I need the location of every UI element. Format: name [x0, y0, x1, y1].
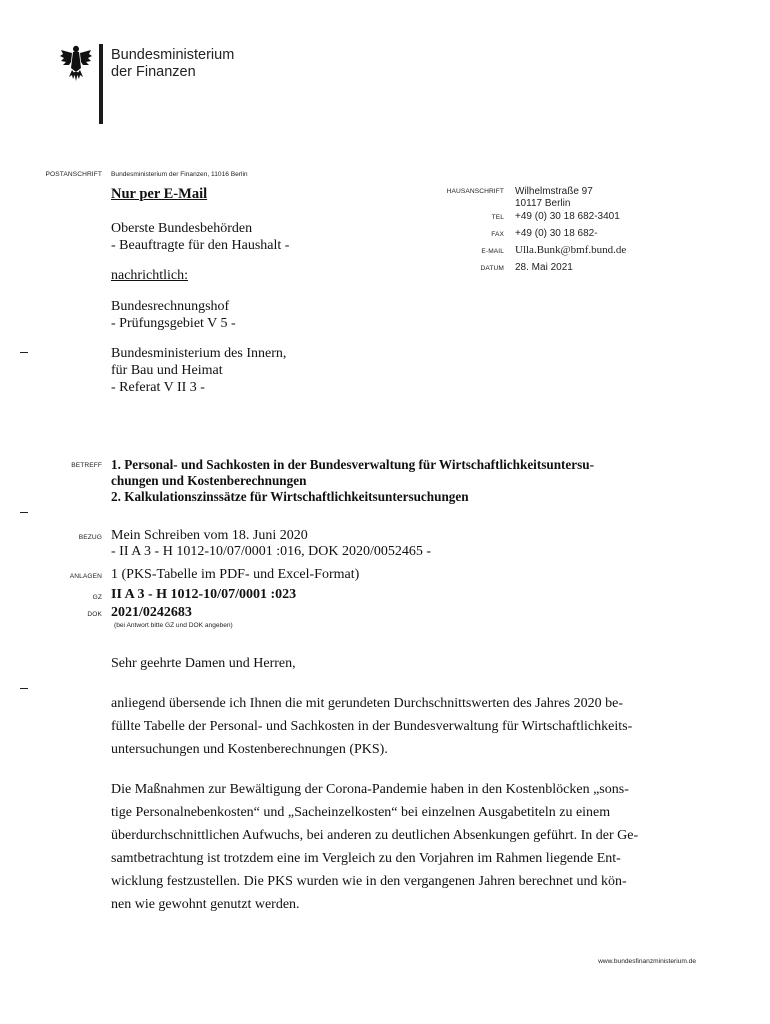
- postal-address: Bundesministerium der Finanzen, 11016 Berlin: [111, 171, 248, 178]
- recipient-cc-2: [111, 345, 286, 396]
- recipient-line: Bundesrechnungshof: [111, 299, 230, 314]
- address-label: HAUSANSCHRIFT: [446, 188, 504, 195]
- paragraph-line: Die Maßnahmen zur Bewältigung der Corona-Pandemie haben in den Kostenblöcken „sons-: [111, 782, 629, 797]
- recipient-line: - Referat V II 3 -: [111, 380, 205, 395]
- subject-line: 1. Personal- und Sachkosten in der Bundesverwaltung für Wirtschaftlichkeitsuntersu-: [111, 457, 594, 472]
- ministry-name: [111, 47, 234, 81]
- email-address[interactable]: Ulla.Bunk@bmf.bund.de: [515, 244, 627, 256]
- fax-label: FAX: [491, 231, 504, 238]
- paragraph-line: anliegend übersende ich Ihnen die mit gerundeten Durchschnittswerten des Jahres 2020 be-: [111, 696, 623, 711]
- subject: [111, 457, 711, 505]
- dok-label: DOK: [87, 611, 102, 618]
- fold-mark: [20, 512, 28, 513]
- recipient-line: - Prüfungsgebiet V 5 -: [111, 316, 236, 331]
- reference-line: Mein Schreiben vom 18. Juni 2020: [111, 528, 308, 543]
- tel-number: +49 (0) 30 18 682-3401: [515, 211, 620, 222]
- subject-line: 2. Kalkulationszinssätze für Wirtschaftlichkeitsuntersuchungen: [111, 489, 469, 504]
- postal-address-label: POSTANSCHRIFT: [45, 171, 102, 178]
- letter-date: 28. Mai 2021: [515, 262, 573, 273]
- attachments-label: ANLAGEN: [69, 573, 102, 580]
- ministry-name-line: Bundesministerium: [111, 47, 235, 63]
- body-paragraph-2: [111, 778, 701, 916]
- gz-label: GZ: [92, 594, 102, 601]
- address-line: Wilhelmstraße 97: [515, 186, 593, 197]
- paragraph-line: tige Personalnebenkosten“ und „Sacheinzelkosten“ bei einzelnen Ausgabetiteln zu einem: [111, 805, 611, 820]
- fax-number: +49 (0) 30 18 682-: [515, 228, 598, 239]
- date-label: DATUM: [480, 265, 504, 272]
- gz-number: II A 3 - H 1012-10/07/0001 :023: [111, 587, 297, 602]
- paragraph-line: untersuchungen und Kostenberechnungen (PKS).: [111, 742, 388, 757]
- body-paragraph-1: [111, 692, 701, 761]
- recipient-cc-1: [111, 298, 236, 332]
- address-line: 10117 Berlin: [515, 197, 571, 209]
- street-address: [515, 186, 593, 209]
- paragraph-line: wicklung festzustellen. Die PKS wurden wie in den vergangenen Jahren berechnet und kön-: [111, 874, 627, 889]
- footer-website-link[interactable]: www.bundesfinanzministerium.de: [598, 958, 696, 965]
- dok-number: 2021/0242683: [111, 605, 192, 620]
- attachments: 1 (PKS-Tabelle im PDF- und Excel-Format): [111, 567, 360, 582]
- cc-label: nachrichtlich:: [111, 268, 188, 283]
- paragraph-line: samtbetrachtung ist trotzdem eine im Vergleich zu den Vorjahren im Rahmen liegende Ent-: [111, 851, 621, 866]
- recipient-line: Oberste Bundesbehörden: [111, 221, 253, 236]
- subject-label: BETREFF: [71, 462, 102, 469]
- paragraph-line: nen wie gewohnt genutzt werden.: [111, 897, 300, 912]
- federal-eagle-icon: [60, 44, 92, 82]
- paragraph-line: überdurchschnittlichen Aufwuchs, bei anderen zu deutlichen Absenkungen geführt. In der Ge-: [111, 828, 639, 843]
- reply-note: (bei Antwort bitte GZ und DOK angeben): [114, 622, 233, 629]
- letterhead-divider: [99, 44, 103, 124]
- fold-mark: [20, 352, 28, 353]
- fold-mark: [20, 688, 28, 689]
- ministry-name-line: der Finanzen: [111, 64, 196, 80]
- recipient-line: für Bau und Heimat: [111, 363, 223, 378]
- recipient-line: - Beauftragte für den Haushalt -: [111, 238, 290, 253]
- recipient-line: Bundesministerium des Innern,: [111, 346, 287, 361]
- subject-line: chungen und Kostenberechnungen: [111, 473, 307, 488]
- salutation: Sehr geehrte Damen und Herren,: [111, 656, 296, 671]
- email-label: E-MAIL: [481, 248, 504, 255]
- reference-label: BEZUG: [78, 534, 102, 541]
- reference-line: - II A 3 - H 1012-10/07/0001 :016, DOK 2020/0052465 -: [111, 544, 432, 559]
- recipient-primary: [111, 220, 289, 254]
- reference: [111, 528, 431, 560]
- paragraph-line: füllte Tabelle der Personal- und Sachkosten in der Bundesverwaltung für Wirtschaftlichkeits-: [111, 719, 633, 734]
- delivery-note: Nur per E-Mail: [111, 186, 208, 202]
- tel-label: TEL: [491, 214, 504, 221]
